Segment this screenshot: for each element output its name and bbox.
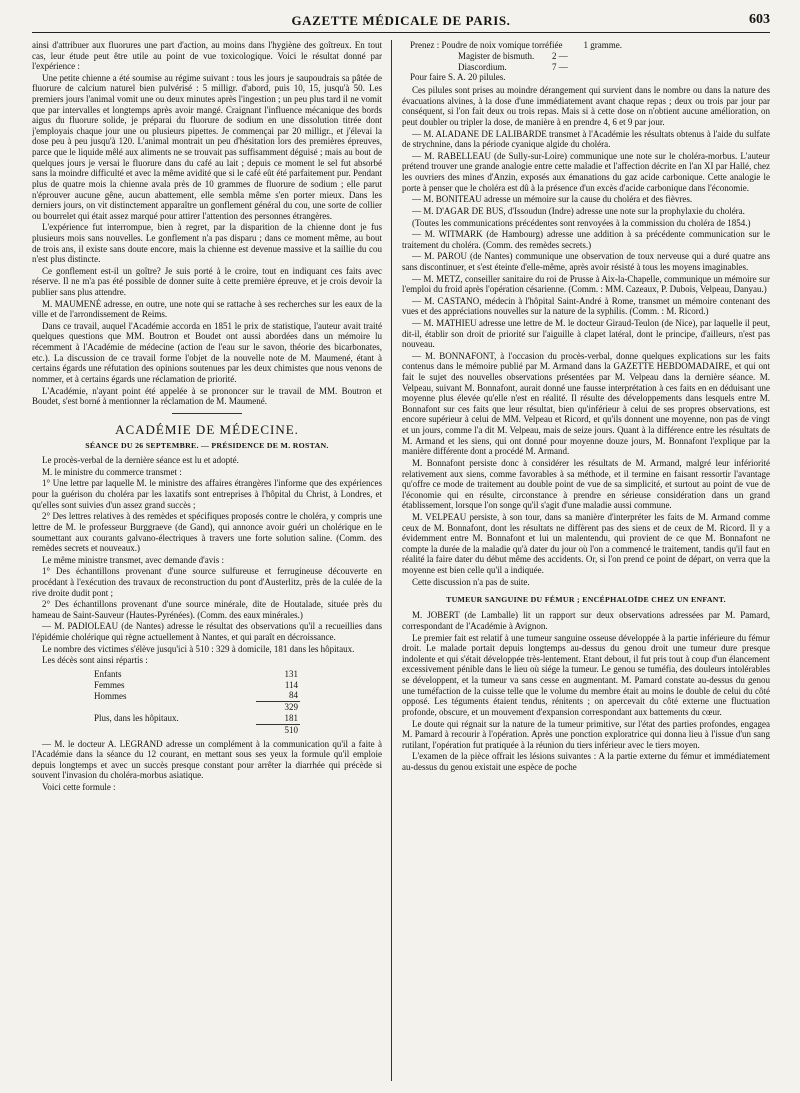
section-heading: ACADÉMIE DE MÉDECINE. [115, 421, 299, 437]
table-cell-label: Hommes [94, 690, 127, 701]
table-row-subtotal [92, 702, 300, 713]
paragraph: Le procès-verbal de la dernière séance est lu et adopté. [42, 455, 239, 466]
paragraph: Le nombre des victimes s'élève jusqu'ici à 510 : 329 à domicile, 181 dans les hôpitaux. [42, 643, 355, 654]
table-cell-label: Femmes [94, 679, 125, 690]
total-value: 510 [256, 724, 300, 735]
table-cell-label: Plus, dans les hôpitaux. [94, 713, 179, 724]
table-cell-value: 131 [284, 668, 298, 679]
formula-amount: 2 — [552, 50, 568, 61]
table-cell-value: 114 [284, 679, 298, 690]
paragraph: 2° Des échantillons provenant d'une source minérale, dite de Houtalade, située près du hameau de Saint-Sauveur (Hautes-Pyrénées). (Comm. des eaux minérales.) [32, 599, 382, 620]
formula-item: Poudre de noix vomique torréfiée [441, 40, 563, 50]
paragraph: — M. METZ, conseiller sanitaire du roi de Prusse à Aix-la-Chapelle, communique un mémoire sur l'emploi du froid après l'opération césarienne. (Comm. : MM. Cazeaux, P. Dubois, Velpeau, Danyau.) [402, 273, 770, 295]
paragraph: M. MAUMENÉ adresse, en outre, une note qui se rattache à ses recherches sur les eaux de la ville et de l'arrondissement de Reims. [32, 298, 382, 320]
paragraph: 2° Des lettres relatives à des remèdes et spécifiques proposés contre le choléra, y compris une lettre de M. le professeur Burggraeve (de Gand), qui annonce avoir guéri un cholérique en le soumettant aux courants galvano-électriques à travers une forte solution saline. (Comm. des remèdes secrets et nouveaux.) [32, 511, 382, 554]
paragraph: Le même ministre transmet, avec demande d'avis : [42, 554, 225, 565]
table-row-total [92, 724, 300, 735]
formula-line [410, 62, 770, 73]
paragraph: Dans ce travail, auquel l'Académie accorda en 1851 le prix de statistique, l'auteur avait traité quelques questions que MM. Boutron et Boudet ont aussi abordées dans un mémoire lu récemment à l'Académie de médecine (action de l'eau sur le savon, théorie des bicarbonates, etc.). La discussion de ce travail forme l'objet de la nouvelle note de M. Maumené, étant à certains égards une réfutation des opinions soutenues par les deux chimistes que nous venons de nommer, et à certains égards une réclamation de priorité. [32, 320, 382, 384]
paragraph: — M. le docteur A. LEGRAND adresse un complément à la communication qu'il a faite à l'Académie dans la séance du 12 courant, en mettant sous ses yeux la formule qu'il emploie depuis longtemps et avec un succès presque constant pour arrêter la diarrhée qui précède si souvent l'invasion du choléra-morbus asiatique. [32, 738, 382, 781]
paragraph: M. Bonnafont persiste donc à considérer les résultats de M. Armand, malgré leur infériorité relativement aux siens, comme favorables à sa méthode, et il termine en faisant ressortir l'avantage qu'offre ce mode de traitement au double point de vue de sa simplicité, et surtout au point de vue de l'économie qui en résulte, circonstance à prendre en sérieuse considération dans un grand établissement, lorsque l'on songe qu'il s'agit d'une maladie aussi commune. [402, 457, 770, 511]
paragraph: Les décès sont ainsi répartis : [42, 655, 148, 666]
paragraph: Le premier fait est relatif à une tumeur sanguine osseuse développée à la partie inférieure du fémur droit. Le malade portait depuis longtemps au-dessus du genou droit une tumeur dure presque indolente et qui s'était développée très-lentement. Etant debout, il fut pris tout à coup d'un élancement excessivement pénible dans le lieu où siége la tumeur. Le genou se tuméfia, des douleurs intolérables se développent, et la tumeur va sans cesse en augmentant. M. Pamard constate au-dessus du genou une tuméfaction de la cuisse telle que le volume du membre était au moins le double de celui du côté opposé. Les téguments étaient tendus, rénitents ; on apercevait du côté externe une fluctuation profonde, obscure, et un mouvement d'expansion correspondant aux battements du cœur. [402, 632, 770, 717]
formula-line [410, 51, 770, 62]
session-heading: SÉANCE DU 26 SEPTEMBRE. — PRÉSIDENCE DE M. ROSTAN. [85, 441, 329, 451]
table-cell-label: Enfants [94, 668, 122, 679]
subtotal-value: 329 [256, 702, 300, 713]
paragraph: 1° Une lettre par laquelle M. le ministre des affaires étrangères l'informe que des expériences pour la guérison du choléra par les laxatifs sont entreprises à l'hôpital du Christ, à Londres, et qu'elles sont suivies d'un assez grand succès ; [32, 478, 382, 510]
formula [410, 40, 770, 83]
journal-title: GAZETTE MÉDICALE DE PARIS. [291, 13, 511, 28]
paragraph: L'Académie, n'ayant point été appelée à se prononcer sur le travail de MM. Boutron et Boudet, s'est borné à mentionner la réclamation de M. Maumené. [32, 385, 382, 407]
formula-suffix: Pour faire S. A. 20 pilules. [410, 72, 506, 83]
paragraph: — M. D'AGAR DE BUS, d'Issoudun (Indre) adresse une note sur la prophylaxie du choléra. [412, 205, 745, 216]
paragraph: Voici cette formule : [42, 782, 116, 793]
section-heading: TUMEUR SANGUINE DU FÉMUR ; ENCÉPHALOÏDE CHEZ UN ENFANT. [446, 595, 726, 605]
paragraph: — M. PADIOLEAU (de Nantes) adresse le résultat des observations qu'il a recueillies dans l'épidémie cholérique qui règne actuellement à Nantes, et qui paraît en décroissance. [32, 621, 382, 642]
page-number: 603 [749, 12, 770, 27]
paragraph: — M. BONNAFONT, à l'occasion du procès-verbal, donne quelques explications sur les faits contenus dans le mémoire publié par M. Armand dans la GAZETTE HEBDOMADAIRE, et qui ont fait le sujet des nouvelles observations présentées par M. Velpeau dans la dernière séance. M. Velpeau, suivant M. Bonnafont, aurait donné une fausse interprétation à ces faits en en déduisant une moyenne plus élevée qu'elle n'est en réalité. Il résulte des développements dans lesquels entre M. Bonnafont sur ces faits que leur résultat, bien qu'inférieur à celui de ses propres observations, est encore supérieur à celui de MM. Velpeau et Ricord, et qu'ils donnent une moyenne, non pas de vingt et un jours, comme l'a dit M. Velpeau, mais de seize jours. Quant à la différence entre les résultats de M. Armand et les siens, qui ont donné pour moyenne douze jours, M. Bonnafont l'explique par la manière différente dont a procédé M. Armand. [402, 350, 770, 457]
formula-item: Diascordium. [458, 61, 507, 72]
paragraph: Ces pilules sont prises au moindre dérangement qui survient dans le nombre ou dans la nature des évacuations alvines, à la dose d'une immédiatement avant chaque repas ; deux ou trois par jour par conséquent, si l'on fait deux ou trois repas. Mais si à cette dose on n'obtient aucune amélioration, on peut doubler ou tripler la dose, de manière à en prendre 4, 6 et 9 par jour. [402, 85, 770, 128]
paragraph: Le doute qui régnait sur la nature de la tumeur primitive, sur l'état des parties profondes, engagea M. Pamard à recourir à l'opération. Après une ponction exploratrice qui donna lieu à l'issue d'un sang rutilant, l'opération fut pratiquée à la réunion du tiers inférieur avec le tiers moyen. [402, 718, 770, 750]
paragraph: Cette discussion n'a pas de suite. [412, 576, 530, 587]
paragraph: L'expérience fut interrompue, bien à regret, par la disparition de la chienne dont je fus plusieurs mois sans nouvelles. Le gonflement n'a pas disparu ; dans ce moment même, au bout de trois ans, il existe sans doute encore, mais la chienne est devenue massive et la saillie du cou n'est plus distincte. [32, 222, 382, 265]
paragraph: — M. WITMARK (de Hambourg) adresse une addition à sa précédente communication sur le traitement du choléra. (Comm. des remèdes secrets.) [402, 229, 770, 250]
paragraph: 1° Des échantillons provenant d'une source sulfureuse et ferrugineuse découverte en procédant à l'exécution des travaux de reconstruction du pont d'Austerlitz, près de la culée de la rive droite dudit pont ; [32, 566, 382, 598]
column-divider [391, 40, 392, 1081]
paragraph: Ce gonflement est-il un goître? Je suis porté à le croire, tout en indiquant ces faits avec réserve. Il ne m'a pas été possible de donner suite à cette première épreuve, et je crois devoir la publier sans plus attendre. [32, 265, 382, 298]
table-row [92, 690, 300, 701]
paragraph: — M. CASTANO, médecin à l'hôpital Saint-André à Rome, transmet un mémoire contenant des vues et des appréciations nouvelles sur la nature de la syphilis. (Comm. : M. Ricord.) [402, 295, 770, 317]
formula-amount: 1 gramme. [583, 40, 622, 50]
left-column [32, 40, 382, 1081]
deaths-table [92, 669, 300, 736]
formula-amount: 7 — [552, 61, 568, 72]
paragraph: — M. PAROU (de Nantes) communique une observation de toux nerveuse qui a duré quatre ans sans discontinuer, et s'est éteinte d'elle-même, après avoir résisté à tous les moyens imaginables. [402, 251, 770, 272]
paragraph: — M. ALADANE DE LALIBARDE transmet à l'Académie les résultats obtenus à l'aide du sulfate de strychnine, dans la période cyanique algide du choléra. [402, 128, 770, 150]
formula-line [410, 40, 770, 51]
paragraph: — M. RABELLEAU (de Sully-sur-Loire) communique une note sur le choléra-morbus. L'auteur prétend trouver une grande analogie entre cette maladie et l'affection décrite en l'an XI par Hallé, chez les ouvriers des mines d'Anzin, exposés aux émanations du gaz acide carbonique. Cette analogie le porte à penser que le choléra est dû à la présence d'un excès d'acide carbonique dans l'économie. [402, 150, 770, 193]
paragraph: L'examen de la pièce offrait les lésions suivantes : A la partie externe du fémur et immédiatement au-dessus du genou existait une espèce de poche [402, 751, 770, 772]
right-column [402, 40, 770, 1081]
table-cell-value: 84 [289, 690, 298, 701]
paragraph: ainsi d'attribuer aux fluorures une part d'action, au moins dans l'hygiène des goîtreux. En tout cas, leur étude peut être utile au point de vue toxicologique. Voici le résultat donné par l'expérience : [32, 40, 382, 72]
formula-prefix: Prenez : [410, 40, 442, 50]
paragraph: Une petite chienne a été soumise au régime suivant : tous les jours je saupoudrais sa pâtée de fluorure de calcium naturel bien pulvérisé : 5 milligr. d'abord, puis 10, 15, jusqu'à 50. Les premiers jours l'animal vomit une ou deux minutes après l'ingestion ; un peu plus tard il ne vomit que par intervalles et longtemps après avoir mangé. Craignant l'influence mécanique des bords aigus du fluorure solide, je préparai du fluorure de sodium en une dissolution titrée dont j'employais chaque jour une ou plusieurs pipettes. Je commençai par 20 milligr., et j'élevai la dose peu à peu jusqu'à 120. L'animal montrait un peu d'hésitation lors des premières épreuves, parce que le liquide mêlé aux aliments ne se trouvait pas suffisamment déguisé ; mais au bout de quelques jours je versai le fluorure dans du café au lait ; depuis ce moment le sel fut absorbé sans la moindre difficulté et avec la même avidité que si le café eût été parfaitement pur. Pendant plus de quatre mois la chienne avala près de 10 grammes de fluorure de sodium ; elle parut n'éprouver aucune gêne, aucun abattement, elle sembla même s'en porter mieux. Dans les derniers jours, on vit distinctement apparaître un gonflement général du cou, une sorte de collier ou bourrelet qui était assez marqué pour attirer l'attention des personnes étrangères. [32, 72, 382, 221]
formula-item: Magister de bismuth. [458, 50, 535, 61]
paragraph: M. VELPEAU persiste, à son tour, dans sa manière d'interpréter les faits de M. Armand comme ceux de M. Bonnafont, dont les résultats ne diffèrent pas des siens et de ceux de M. Ricord. Il y a évidemment entre M. Bonnafont et lui un malentendu, qui provient de ce que M. Bonnafont ne compte la durée de la maladie qu'à dater du jour où l'on a commencé le traitement, tandis qu'il faut en réalité la faire dater du début même des accidents. Or, si l'on prend ce point de départ, on verra que la moyenne est bien celle qu'il a indiquée. [402, 511, 770, 575]
table-row [92, 713, 300, 724]
table-row [92, 680, 300, 691]
paragraph: M. JOBERT (de Lamballe) lit un rapport sur deux observations adressées par M. Pamard, correspondant de l'Académie à Avignon. [402, 610, 770, 632]
table-row [92, 669, 300, 680]
page-header [32, 10, 770, 33]
paragraph: — M. BONITEAU adresse un mémoire sur la cause du choléra et des fièvres. [412, 194, 693, 205]
table-cell-value: 181 [284, 713, 298, 723]
section-rule [172, 413, 242, 414]
paragraph: — M. MATHIEU adresse une lettre de M. le docteur Giraud-Teulon (de Nice), par laquelle il peut, dit-il, établir son droit de priorité sur l'aiguille à clapet latéral, dont le principe, d'ailleurs, n'est pas nouveau. [402, 317, 770, 350]
paragraph: M. le ministre du commerce transmet : [42, 466, 182, 477]
paragraph: (Toutes les communications précédentes sont renvoyées à la commission du choléra de 1854.) [412, 217, 751, 228]
